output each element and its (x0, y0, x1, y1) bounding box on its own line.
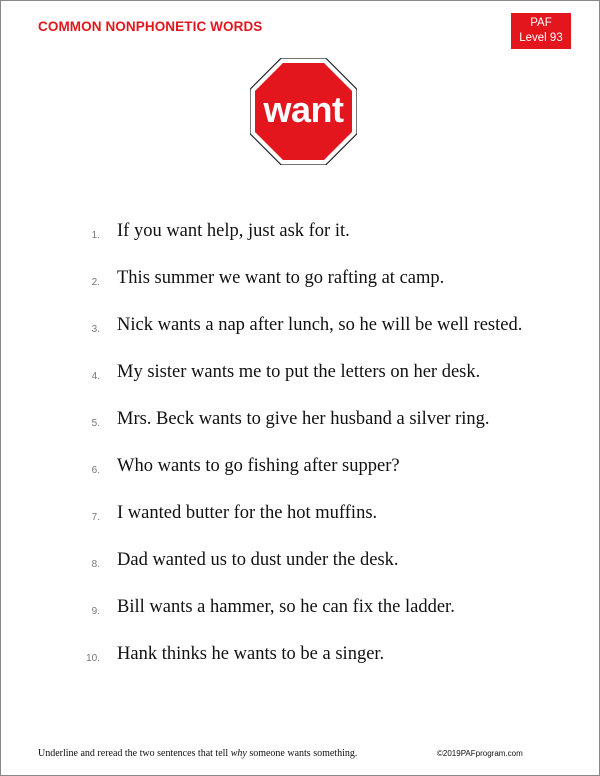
target-word: want (263, 89, 344, 130)
sentence-text: If you want help, just ask for it. (117, 221, 350, 241)
level-badge (511, 13, 571, 49)
sentence-text: This summer we want to go rafting at camp. (117, 268, 445, 288)
sentence-item (1, 503, 600, 529)
sentence-number: 7. (91, 512, 100, 523)
sentence-item (1, 550, 600, 576)
instruction-after: someone wants something. (246, 748, 358, 759)
sentence-number: 9. (91, 606, 100, 617)
sentence-text: Hank thinks he wants to be a singer. (117, 644, 385, 664)
copyright-text: ©2019PAFprogram.com (437, 749, 523, 758)
sentence-item (1, 315, 600, 341)
badge-level: Level 93 (519, 32, 563, 44)
sentence-number: 6. (91, 465, 100, 476)
instruction-before: Underline and reread the two sentences that tell (38, 748, 231, 759)
sentence-number: 2. (91, 277, 100, 288)
sentence-number: 10. (86, 653, 100, 664)
sentence-number: 1. (91, 230, 100, 241)
instruction-text (38, 748, 357, 759)
sentence-text: I wanted butter for the hot muffins. (117, 503, 378, 523)
badge-program: PAF (530, 17, 552, 29)
sentence-item (1, 456, 600, 482)
sentence-item (1, 221, 600, 247)
sentence-number: 4. (91, 371, 100, 382)
sentence-item (1, 268, 600, 294)
sentence-number: 8. (91, 559, 100, 570)
sentence-text: Mrs. Beck wants to give her husband a silver ring. (117, 409, 490, 429)
sentence-text: Who wants to go fishing after supper? (117, 456, 400, 476)
sentence-item (1, 644, 600, 670)
instruction-emphasis: why (230, 748, 247, 759)
sentence-item (1, 597, 600, 623)
sentence-item (1, 409, 600, 435)
sentence-text: Bill wants a hammer, so he can fix the ladder. (117, 597, 455, 617)
sentence-text: My sister wants me to put the letters on her desk. (117, 362, 481, 382)
sentence-number: 5. (91, 418, 100, 429)
sentence-text: Dad wanted us to dust under the desk. (117, 550, 399, 570)
sentence-text: Nick wants a nap after lunch, so he will be well rested. (117, 315, 523, 335)
sentence-number: 3. (91, 324, 100, 335)
sentence-item (1, 362, 600, 388)
page-title: COMMON NONPHONETIC WORDS (38, 19, 263, 34)
